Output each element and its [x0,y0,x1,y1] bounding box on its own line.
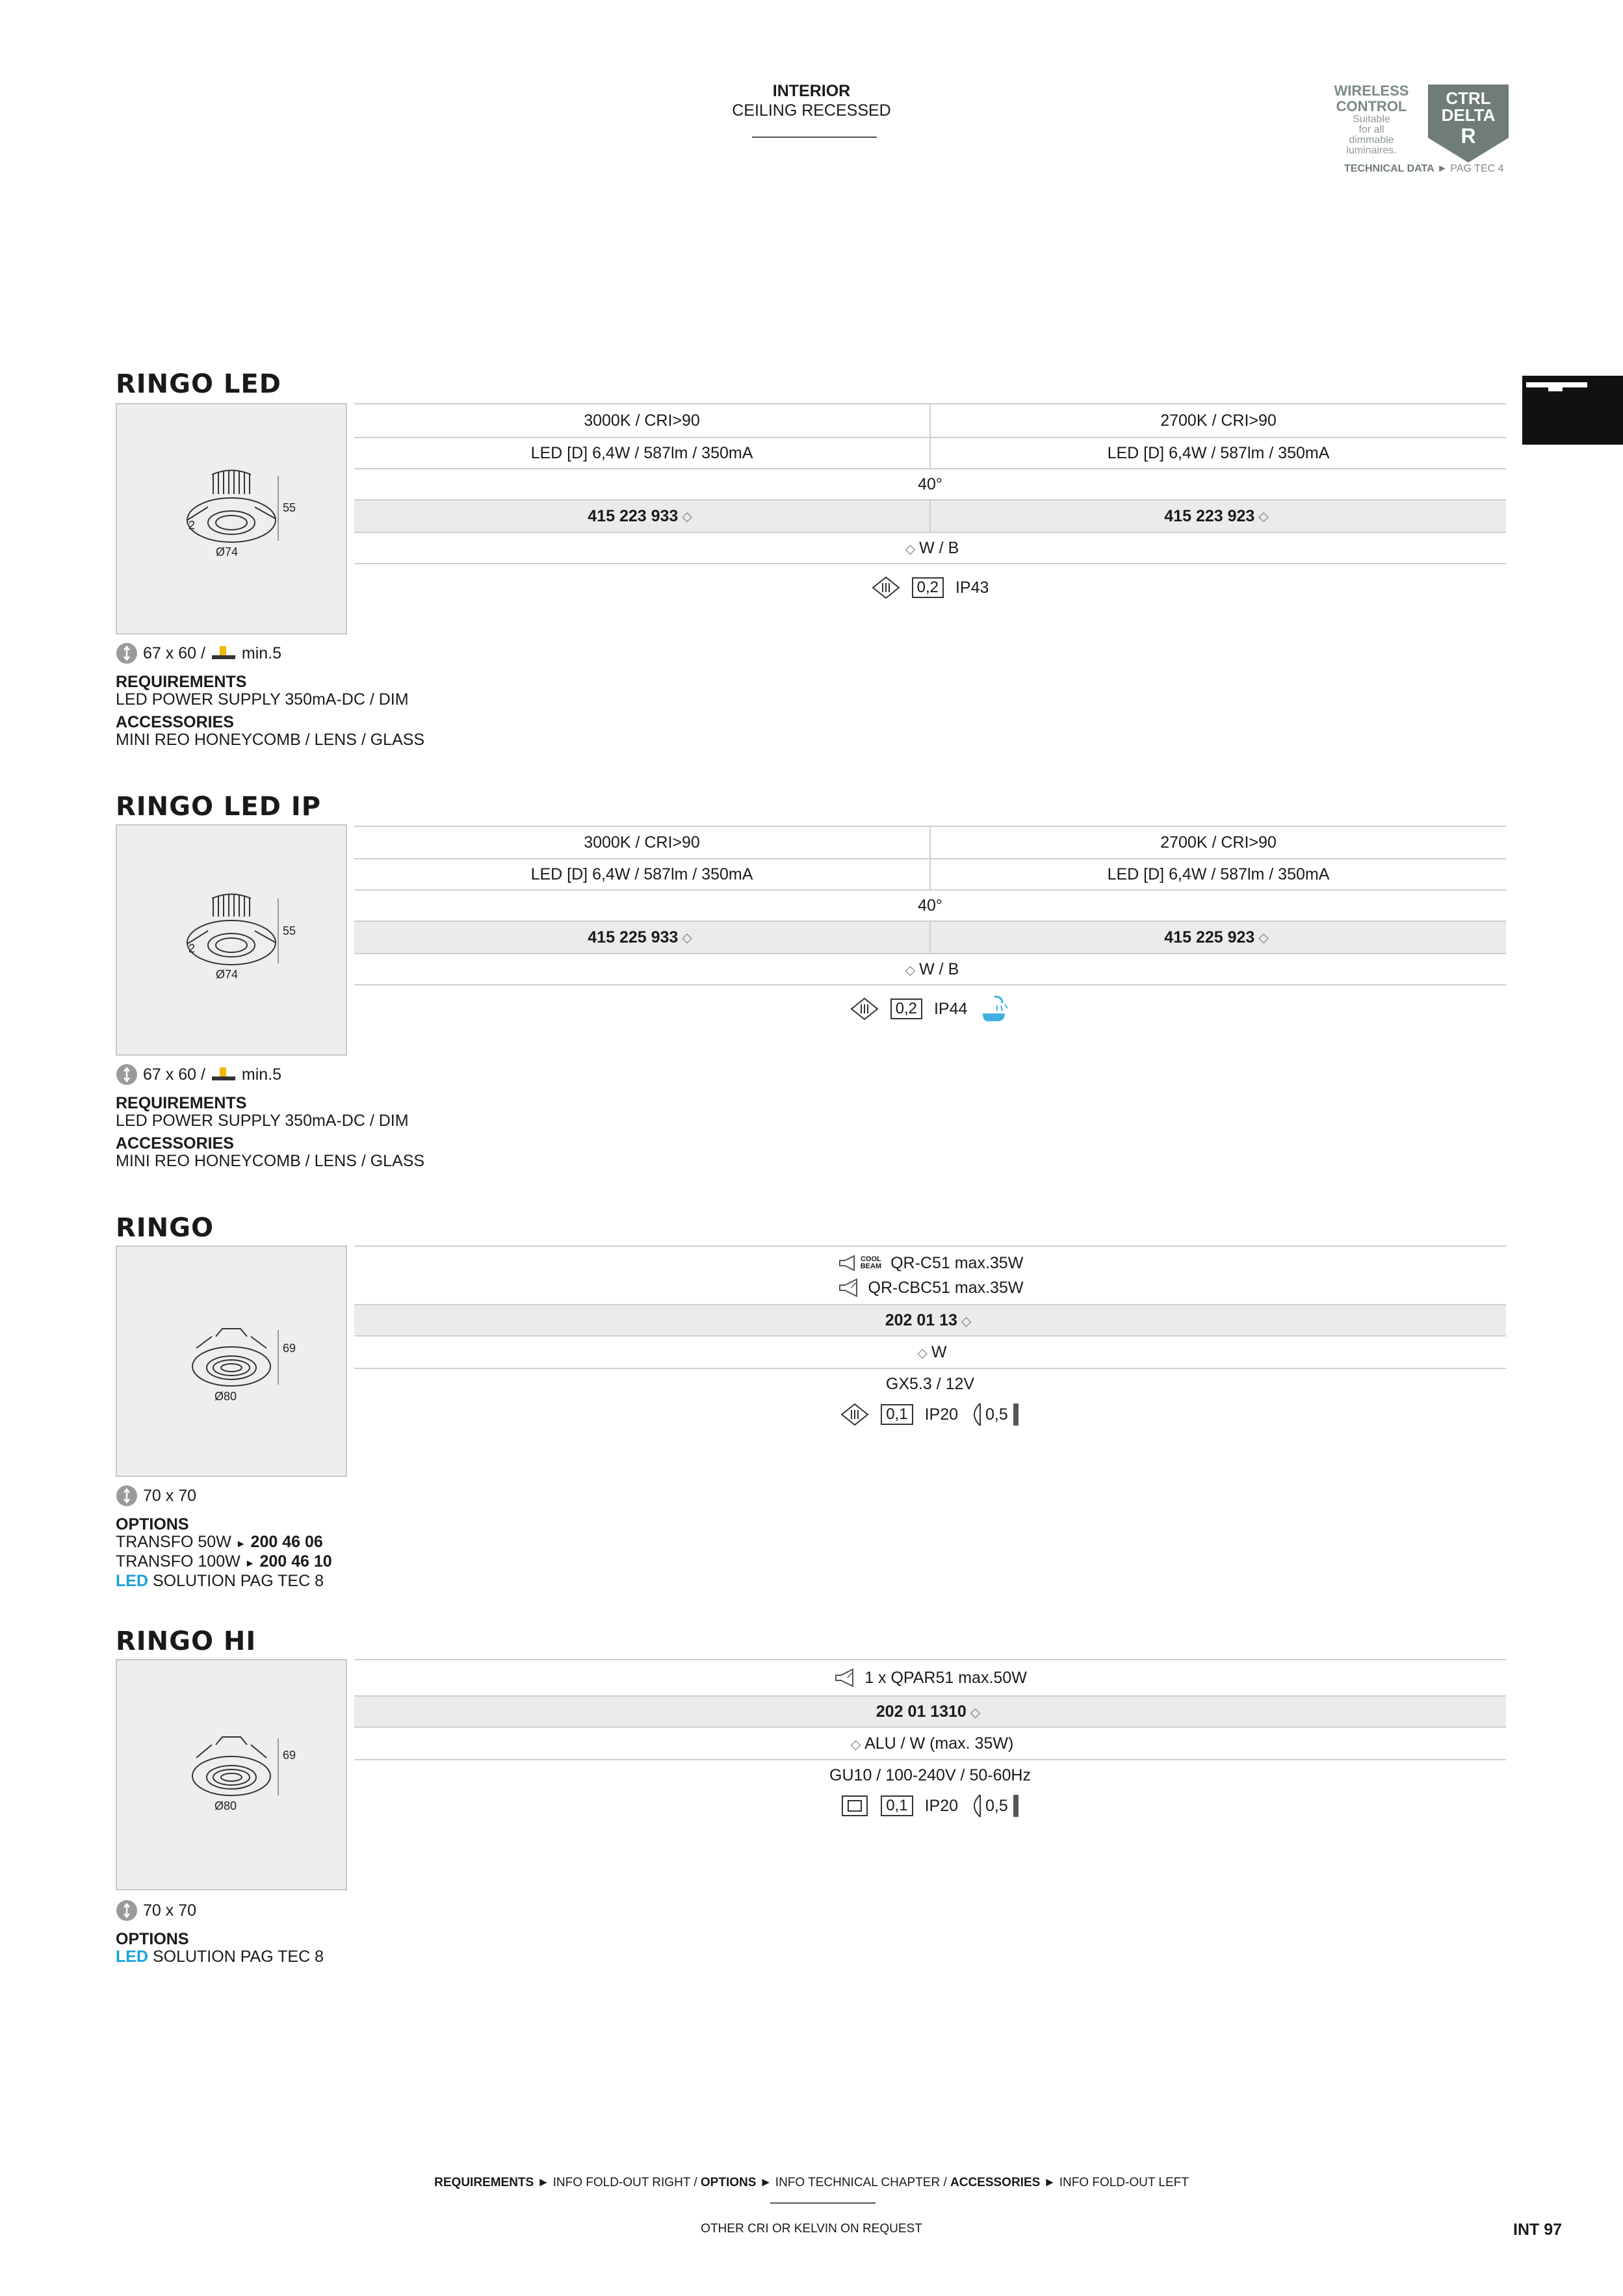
badge-wireless: WIRELESS [1334,83,1409,99]
lamp-line-2 [837,1275,1024,1300]
cool-beam-tag-line2: BEAM [860,1262,882,1270]
footer-acc-ref: INFO FOLD-OUT LEFT [1059,2176,1189,2189]
distance-beam-icon [967,1402,981,1427]
footer-legend [0,2176,1623,2190]
led-solution-text: SOLUTION PAG TEC 8 [152,1572,324,1590]
cool-beam-tag [861,1256,881,1270]
diamond-icon: ◇ [917,1346,928,1361]
temp-col-1: 3000K / CRI>90 [584,411,700,430]
luminaire-drawing-icon [117,826,348,1057]
finish-text: W / B [919,538,959,557]
icon-row [354,1402,1506,1427]
temp-col-1: 3000K / CRI>90 [584,833,700,852]
diamond-icon: ◇ [682,930,692,945]
cutout-info-icon [116,1485,138,1507]
code-cell [354,1311,1506,1330]
class-ii-icon [840,1794,869,1818]
factor-box: 0,1 [881,1404,913,1425]
cutout-dims: 70 x 70 [143,1486,197,1505]
drawing-height: 55 [283,501,296,514]
product-code: 415 223 933 [588,506,679,525]
product-title: RINGO LED IP [116,792,322,822]
insulation-depth-icon [211,644,237,663]
code-col-1 [354,501,929,532]
lamp-reflector-icon [837,1277,861,1298]
finish-text: ALU / W (max. 35W) [864,1734,1014,1753]
badge-luminaires: luminaires. [1346,145,1397,156]
factor-box: 0,1 [881,1795,913,1816]
product-title: RINGO HI [116,1626,257,1656]
drawing-side: 2 [188,942,196,955]
badge-delta: DELTA [1441,105,1496,125]
badge-suitable: Suitable [1353,114,1390,125]
luminaire-drawing-icon [117,1660,348,1892]
spec-table [354,826,1506,1032]
class-iii-icon [872,576,900,599]
finish [354,539,1506,558]
accessories-label: ACCESSORIES [116,713,234,731]
distance-surface-icon [1012,1402,1020,1427]
badge-control: CONTROL [1336,98,1407,114]
shower-splash-icon [979,994,1010,1024]
ip-rating: IP20 [924,1796,959,1815]
insulation-depth-icon [211,1065,237,1084]
option-transfo-100 [116,1553,332,1572]
option-text: TRANSFO 50W [116,1533,231,1551]
min-depth: min.5 [241,644,282,662]
drawing-diameter: Ø74 [216,545,239,558]
badge-dimmable: dimmable [1349,135,1394,146]
led-word: LED [116,1572,148,1590]
diamond-icon: ◇ [961,1314,972,1329]
technical-data-ref [1344,163,1504,175]
footer-divider [770,2202,876,2204]
diamond-icon: ◇ [970,1705,981,1720]
lamp-type-2: QR-CBC51 max.35W [868,1278,1024,1297]
requirements-label: REQUIREMENTS [116,1094,247,1112]
product-code: 202 01 13 [885,1311,957,1329]
luminaire-drawing-icon [117,404,348,636]
temp-col-2: 2700K / CRI>90 [929,827,1506,858]
factor-box: 0,2 [912,577,944,598]
option-code: 200 46 06 [250,1533,323,1551]
beam-angle: 40° [918,475,942,493]
header-divider [752,137,877,138]
badge-r: R [1461,124,1476,148]
footer-acc: ACCESSORIES [950,2176,1041,2189]
min-depth: min.5 [241,1065,282,1084]
drawing-diameter: Ø80 [214,1390,237,1403]
arrow-right-icon: ► [759,2176,772,2189]
diamond-icon: ◇ [850,1737,861,1752]
product-drawing [116,1659,347,1890]
arrow-right-icon: ► [537,2176,550,2189]
icon-row [354,576,1506,599]
requirements-text: LED POWER SUPPLY 350mA-DC / DIM [116,690,409,709]
drawing-side: 2 [188,519,196,532]
drawing-diameter: Ø74 [216,968,239,981]
options-label: OPTIONS [116,1930,189,1948]
luminaire-drawing-icon [117,1247,348,1478]
product-info [116,1899,324,1966]
led-solution-text: SOLUTION PAG TEC 8 [152,1948,324,1966]
product-title: RINGO LED [116,369,281,399]
diamond-icon: ◇ [1258,930,1269,945]
arrow-right-icon: ► [235,1539,246,1550]
product-code: 202 01 1310 [876,1702,967,1721]
product-drawing [116,1246,347,1477]
accessories-text: MINI REO HONEYCOMB / LENS / GLASS [116,1152,425,1170]
finish-text: W [931,1342,947,1361]
drawing-diameter: Ø80 [214,1799,237,1812]
led-word: LED [116,1948,148,1966]
icon-row [354,1794,1506,1818]
cutout-info-icon [116,642,138,664]
cutout-info-icon [116,1899,138,1922]
led-col-2: LED [D] 6,4W / 587lm / 350mA [929,438,1506,468]
arrow-right-icon: ► [244,1558,255,1569]
ip-rating: IP43 [955,578,989,597]
chapter-tab [1522,376,1623,445]
lamp-type-1: 1 x QPAR51 max.50W [864,1668,1027,1687]
lamp-reflector-icon [837,1253,857,1273]
section-title: INTERIOR [772,82,851,100]
cutout-dims: 67 x 60 / [143,644,205,662]
led-solution [116,1572,332,1590]
option-code: 200 46 10 [259,1552,332,1571]
drawing-height: 69 [283,1342,296,1355]
product-drawing [116,824,347,1056]
finish [354,1343,1506,1362]
beam-angle: 40° [918,896,942,915]
cutout-info-icon [116,1063,138,1086]
requirements-label: REQUIREMENTS [116,673,247,691]
ceiling-recessed-icon [1522,376,1623,445]
accessories-text: MINI REO HONEYCOMB / LENS / GLASS [116,731,425,749]
badge-for-all: for all [1358,124,1384,135]
led-col-1: LED [D] 6,4W / 587lm / 350mA [530,865,753,883]
technical-data-page: PAG TEC 4 [1450,163,1504,174]
spec-table [354,403,1506,611]
drawing-height: 69 [283,1749,296,1762]
diamond-icon: ◇ [1258,509,1269,524]
cool-beam-tag-line1: COOL [860,1255,881,1263]
drawing-height: 55 [283,924,296,937]
wireless-control-badge [1319,83,1423,156]
distance-surface-icon [1012,1794,1020,1818]
accessories-label: ACCESSORIES [116,1134,234,1153]
product-info [116,1485,332,1590]
product-info [116,642,424,749]
class-iii-icon [850,997,879,1021]
code-col-2 [929,501,1506,532]
code-col-2 [929,922,1506,953]
spec-table [354,1659,1506,1821]
diamond-icon: ◇ [905,541,916,556]
cutout-dims: 67 x 60 / [143,1065,205,1084]
footer-opt-ref: INFO TECHNICAL CHAPTER / [775,2176,947,2189]
lamp-line-1 [354,1667,1506,1688]
spec-table [354,1246,1506,1430]
min-distance: 0,5 [985,1796,1008,1815]
cutout-dims: 70 x 70 [143,1901,197,1920]
page-number: INT 97 [1513,2221,1563,2239]
footer-opt: OPTIONS [700,2176,757,2189]
diamond-icon: ◇ [905,963,916,978]
led-solution [116,1948,324,1966]
diamond-icon: ◇ [682,509,692,524]
product-code: 415 225 933 [588,928,679,946]
icon-row [354,994,1506,1024]
led-col-2: LED [D] 6,4W / 587lm / 350mA [929,859,1506,889]
lamp-reflector-icon [833,1667,857,1688]
arrow-right-icon: ► [1043,2176,1056,2189]
technical-data-label: TECHNICAL DATA [1344,163,1435,174]
led-col-1: LED [D] 6,4W / 587lm / 350mA [530,443,753,462]
footer-req: REQUIREMENTS [434,2176,534,2189]
code-col-1 [354,922,929,953]
ip-rating: IP44 [933,999,968,1018]
min-distance: 0,5 [985,1405,1008,1424]
footer-note: OTHER CRI OR KELVIN ON REQUEST [701,2222,922,2236]
code-cell [354,1702,1506,1721]
finish-text: W / B [919,959,959,978]
option-text: TRANSFO 100W [116,1552,240,1571]
product-title: RINGO [116,1213,214,1243]
requirements-text: LED POWER SUPPLY 350mA-DC / DIM [116,1112,409,1130]
ctrl-delta-shield-icon [1428,85,1509,164]
lamp-line-1 [837,1251,1024,1275]
lamp-type-1: QR-C51 max.35W [890,1253,1024,1272]
product-code: 415 225 923 [1164,928,1255,946]
factor-box: 0,2 [890,998,922,1019]
distance-beam-icon [967,1794,981,1818]
class-iii-icon [840,1403,869,1426]
arrow-right-icon: ► [1437,163,1448,174]
section-subtitle: CEILING RECESSED [732,101,891,120]
product-code: 415 223 923 [1164,506,1255,525]
finish [354,960,1506,979]
temp-col-2: 2700K / CRI>90 [929,404,1506,437]
option-transfo-50 [116,1533,332,1553]
product-drawing [116,403,347,634]
options-label: OPTIONS [116,1515,189,1533]
ip-rating: IP20 [924,1405,959,1424]
socket: GU10 / 100-240V / 50-60Hz [829,1766,1031,1784]
badge-ctrl: CTRL [1446,88,1491,108]
socket: GX5.3 / 12V [885,1374,975,1393]
finish [354,1734,1506,1753]
product-info [116,1063,424,1170]
footer-req-ref: INFO FOLD-OUT RIGHT / [552,2176,697,2189]
